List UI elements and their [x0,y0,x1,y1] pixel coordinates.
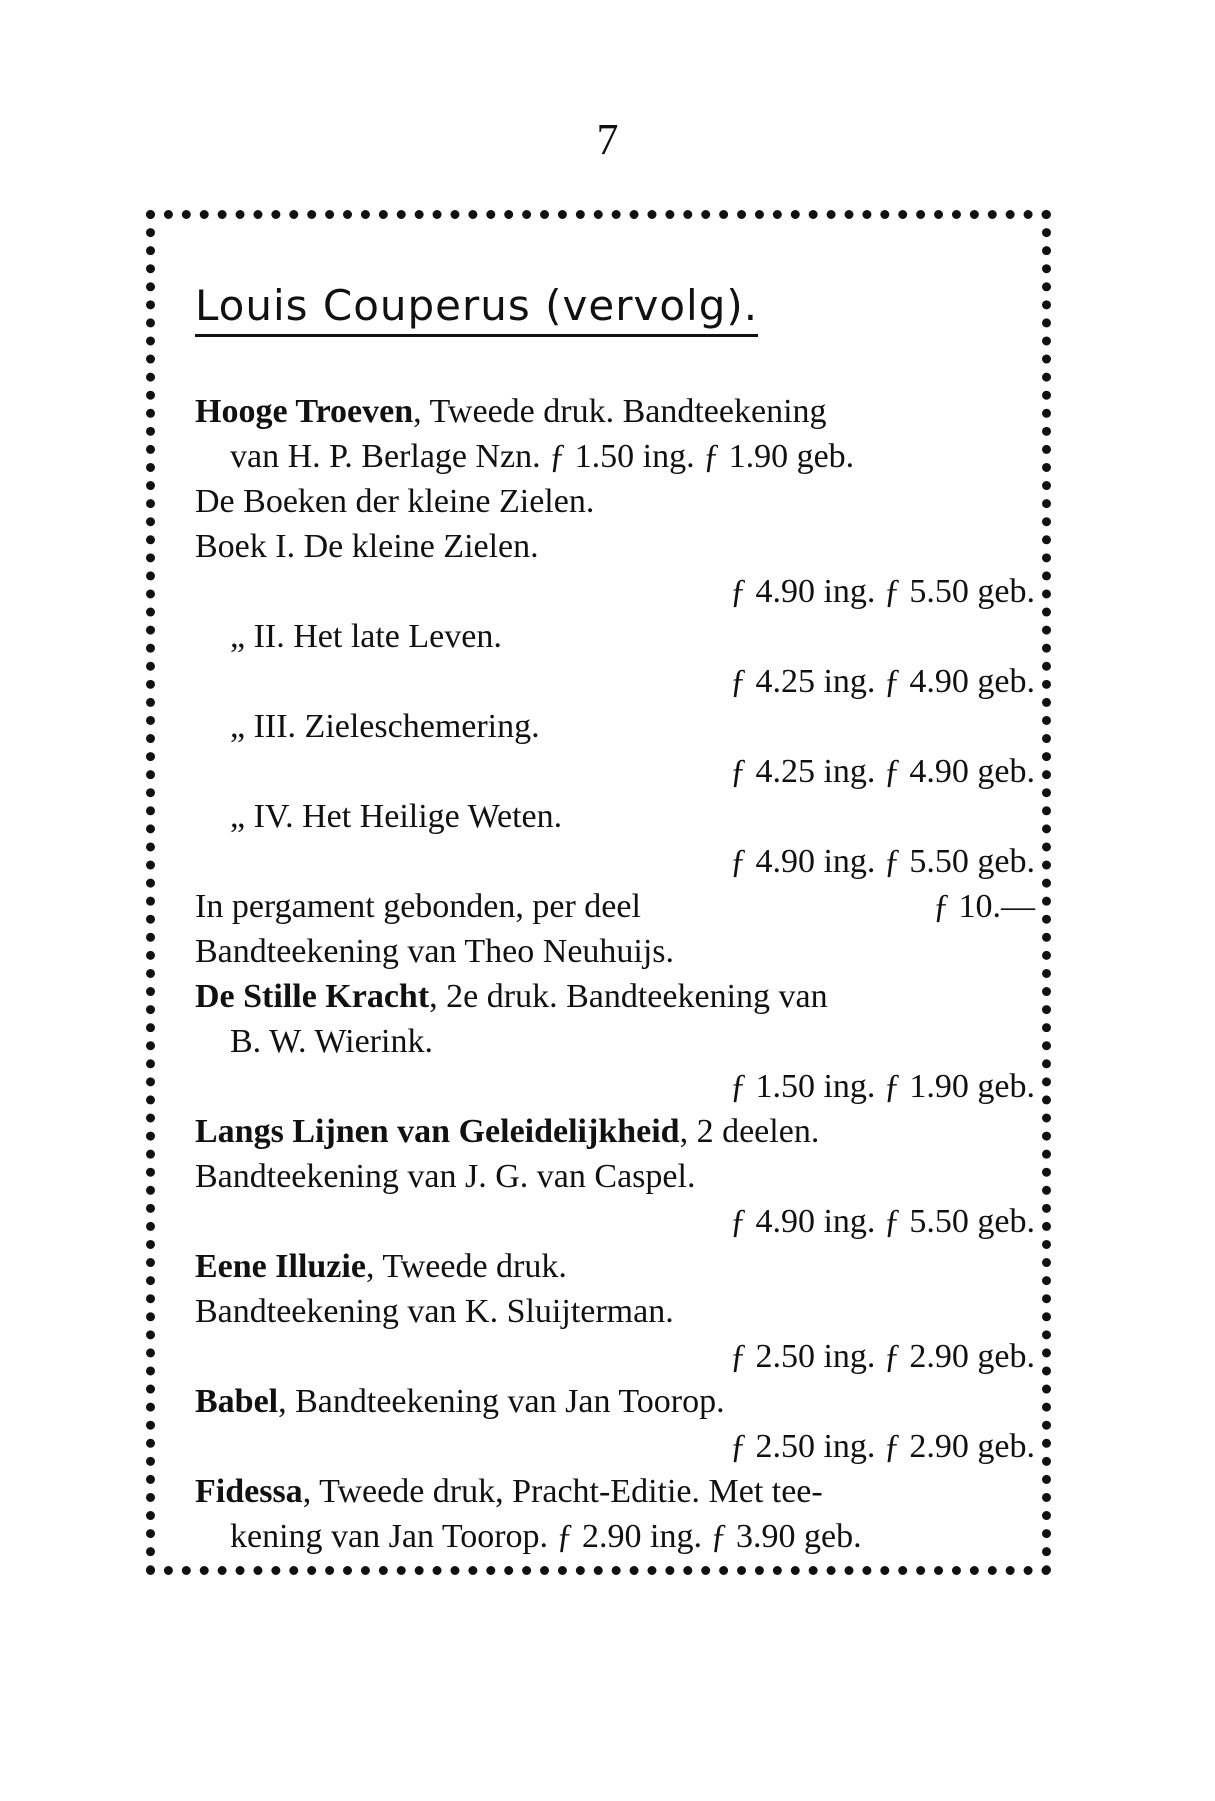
book-2-title: „ II. Het late Leven. [230,618,502,655]
entry-title: Hooge Troeven [195,393,414,430]
entry-fidessa [195,1472,823,1512]
book-3-price: ƒ 4.25 ing. ƒ 4.90 geb. [729,753,1035,790]
entry-detail-line: Bandteekening van K. Sluijterman. [195,1293,674,1330]
book-4-title: „ IV. Het Heilige Weten. [230,798,563,835]
entry-details: , Tweede druk, Pracht-Editie. Met tee- [302,1473,823,1510]
book-1-title: Boek I. De kleine Zielen. [195,528,539,565]
entry-details: , Tweede druk. Bandteekening [413,393,827,430]
entry-details: , 2e druk. Bandteekening van [429,978,828,1015]
entry-price: ƒ 2.50 ing. ƒ 2.90 geb. [729,1428,1035,1465]
entry-title: Eene Illuzie [195,1248,366,1285]
entry-title: Fidessa [195,1473,303,1510]
book-4-price: ƒ 4.90 ing. ƒ 5.50 geb. [729,843,1035,880]
section-heading: Louis Couperus (vervolg). [195,282,758,337]
entry-price: ƒ 4.90 ing. ƒ 5.50 geb. [729,1203,1035,1240]
entry-title: De Stille Kracht [195,978,430,1015]
parchment-binding-note: In pergament gebonden, per deel [195,888,641,925]
book-3-title: „ III. Zieleschemering. [230,708,540,745]
boeken-binding-designer: Bandteekening van Theo Neuhuijs. [195,933,675,970]
entry-details: , 2 deelen. [679,1113,820,1150]
entry-detail-line: B. W. Wierink. [230,1023,433,1060]
entry-hooge-troeven [195,392,827,432]
parchment-binding-price: ƒ 10.— [933,888,1035,925]
entry-detail-line: Bandteekening van J. G. van Caspel. [195,1158,696,1195]
entry-eene-illuzie [195,1247,567,1287]
entry-stille-kracht [195,977,828,1017]
page-number: 7 [596,115,619,164]
book-1-price: ƒ 4.90 ing. ƒ 5.50 geb. [729,573,1035,610]
entry-detail-line: kening van Jan Toorop. ƒ 2.90 ing. ƒ 3.90 geb. [230,1518,862,1555]
entry-boeken-title: De Boeken der kleine Zielen. [195,483,595,520]
entry-detail-line: van H. P. Berlage Nzn. ƒ 1.50 ing. ƒ 1.90 geb. [230,438,855,475]
entry-langs-lijnen [195,1112,819,1152]
book-2-price: ƒ 4.25 ing. ƒ 4.90 geb. [729,663,1035,700]
entry-title: Langs Lijnen van Geleidelijkheid [195,1113,680,1150]
entry-price: ƒ 1.50 ing. ƒ 1.90 geb. [729,1068,1035,1105]
entry-details: , Bandteekening van Jan Toorop. [278,1383,725,1420]
entry-details: , Tweede druk. [365,1248,567,1285]
entry-title: Babel [195,1383,279,1420]
entry-babel [195,1382,725,1422]
entry-price: ƒ 2.50 ing. ƒ 2.90 geb. [729,1338,1035,1375]
